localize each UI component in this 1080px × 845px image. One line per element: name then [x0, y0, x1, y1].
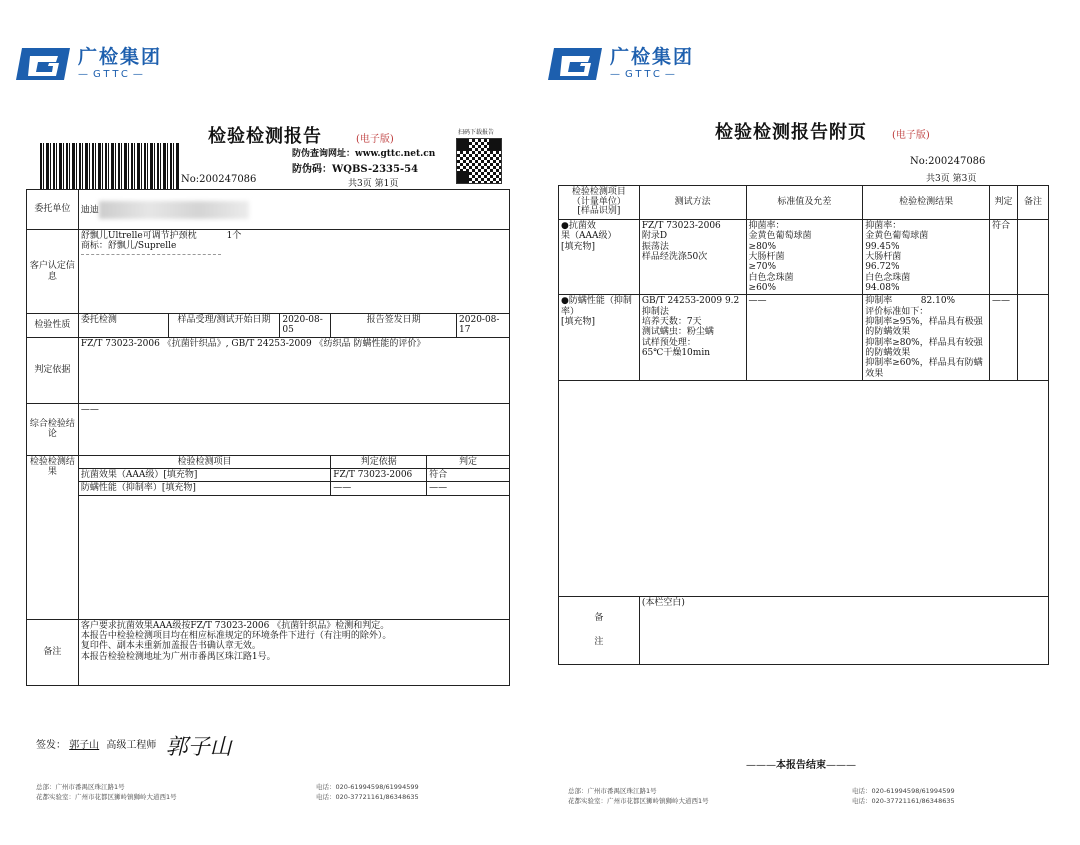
row-item: ●防螨性能（抑制 率） [填充物] [559, 295, 640, 381]
client-value: 迪迪 [80, 205, 99, 215]
header-result: 检验检测结果 [863, 186, 990, 220]
results-header-judge: 判定 [427, 455, 510, 468]
header-method: 测试方法 [639, 186, 746, 220]
edition-label: (电子版) [356, 134, 394, 145]
received-date-label: 样品受理/测试开始日期 [168, 314, 280, 338]
results-blank [78, 495, 509, 619]
remark-line: 本报告中检验检测项目均在相应标准规定的环境条件下进行（有注明的除外）。 [80, 631, 392, 642]
client-label: 委托单位 [27, 190, 79, 230]
footer-phone [316, 783, 419, 803]
header-judge: 判定 [990, 186, 1018, 220]
received-date-value: 2020-08-05 [280, 314, 331, 338]
footer-line: 电话：020-37721161/86348635 [316, 792, 419, 801]
sample-quantity: 1个 [226, 231, 242, 241]
report-title: 检验检测报告 [208, 126, 322, 147]
result-basis: FZ/T 73023-2006 [331, 469, 427, 482]
footer-address [568, 787, 709, 807]
brand-name-cn: 广检集团 [78, 46, 163, 68]
result-judge: 符合 [427, 469, 510, 482]
row-result: 抑制率 82.10% 评价标准如下： 抑制率≥95%，样品具有极强 的防螨效果 抑制率≥80%，样品具有较强 的防螨效果 抑制率≥60%，样品具有防螨 效果 [863, 295, 990, 381]
conclusion-value: —— [78, 403, 509, 455]
issued-date-value: 2020-08-17 [457, 314, 510, 338]
remark-label: 备 注 [559, 597, 640, 665]
page-info: 共3页 第1页 [348, 179, 399, 189]
footer-phone [852, 787, 955, 807]
page-info: 共3页 第3页 [926, 174, 977, 184]
brand-logo [14, 44, 162, 84]
table-row [559, 295, 1049, 381]
conclusion-label: 综合检验结论 [27, 403, 79, 455]
table-row [559, 220, 1049, 295]
results-label: 检验检测结果 [27, 455, 79, 619]
row-standard: 抑菌率： 金黄色葡萄球菌 ≥80% 大肠杆菌 ≥70% 白色念珠菌 ≥60% [746, 220, 863, 295]
gttc-logo-icon [546, 44, 604, 84]
result-judge: —— [427, 482, 510, 495]
barcode [40, 143, 180, 189]
result-item: 抗菌效果（AAA级）[填充物] [78, 469, 330, 482]
footer-line: 总部：广州市番禺区珠江路1号 [568, 787, 657, 795]
result-basis: —— [331, 482, 427, 495]
row-standard: —— [746, 295, 863, 381]
row-note [1018, 220, 1049, 295]
sample-name: 舒飘儿Ultrelle可调节护颈枕 [80, 231, 197, 241]
qr-code[interactable] [456, 138, 502, 184]
signature-block [36, 730, 232, 761]
row-note [1018, 295, 1049, 381]
report-number: No:200247086 [910, 156, 986, 167]
brand-logo [546, 44, 694, 84]
footer-line: 电话：020-61994598/61994599 [316, 783, 419, 791]
row-item: ●抗菌效 果（AAA级） [填充物] [559, 220, 640, 295]
sign-label: 签发： [36, 740, 66, 751]
row-method: FZ/T 73023-2006 附录D 振荡法 样品经洗涤50次 [639, 220, 746, 295]
handwritten-signature: 郭子山 [165, 735, 232, 760]
basis-value: FZ/T 73023-2006 《抗菌针织品》, GB/T 24253-2009 《纺织品 防螨性能的评价》 [78, 337, 509, 403]
remark-value: (本栏空白) [639, 597, 1048, 665]
footer-line: 电话：020-61994598/61994599 [852, 787, 955, 795]
signer-name: 郭子山 [69, 740, 100, 751]
edition-label: (电子版) [892, 130, 930, 141]
header-note: 备注 [1018, 186, 1049, 220]
report-main-table [26, 189, 510, 686]
row-result: 抑菌率： 金黄色葡萄球菌 99.45% 大肠杆菌 96.72% 白色念珠菌 94.08% [863, 220, 990, 295]
table-row [27, 482, 510, 495]
report-end-mark: ——— 本报告结束 ——— [746, 756, 856, 771]
signer-title: 高级工程师 [106, 740, 157, 751]
results-header-item: 检验检测项目 [78, 455, 330, 468]
appendix-blank [559, 381, 1049, 597]
header-standard: 标准值及允差 [746, 186, 863, 220]
anti-fake-code: 防伪码：WQBS-2335-54 [292, 164, 419, 175]
gttc-logo-icon [14, 44, 72, 84]
appendix-table [558, 185, 1049, 665]
results-header-basis: 判定依据 [331, 455, 427, 468]
sample-brand: 商标：舒飘儿/Suprelle [80, 241, 177, 252]
result-item: 防螨性能（抑制率）[填充物] [78, 482, 330, 495]
footer-line: 总部：广州市番禺区珠江路1号 [36, 783, 125, 791]
footer-line: 花都实验室：广州市花都区狮岭镇狮岭大道西1号 [36, 792, 177, 801]
nature-value: 委托检测 [78, 314, 168, 338]
remark-line: 本报告检验检测地址为广州市番禺区珠江路1号。 [80, 651, 276, 662]
report-number: No:200247086 [181, 174, 257, 185]
remark-line: 复印件、副本未重新加盖报告书确认章无效。 [80, 641, 261, 652]
remark-line: 客户要求抗菌效果AAA级按FZ/T 73023-2006 《抗菌针织品》检测和判定。 [80, 620, 390, 631]
basis-label: 判定依据 [27, 337, 79, 403]
redacted-client [99, 201, 249, 219]
brand-name-en: — GTTC — [78, 70, 162, 80]
header-item: 检验检测项目 （计量单位） [样品识别] [559, 186, 640, 220]
report-page-3 [540, 0, 1080, 845]
row-judge: —— [990, 295, 1018, 381]
anti-fake-site: 防伪查询网址：www.gttc.net.cn [292, 149, 436, 159]
scan-hint: 扫码下载报告 [458, 129, 495, 136]
appendix-title: 检验检测报告附页 [715, 122, 867, 143]
footer-line: 电话：020-37721161/86348635 [852, 796, 955, 805]
footer-address [36, 783, 177, 803]
table-row [27, 469, 510, 482]
nature-label: 检验性质 [27, 314, 79, 338]
row-judge: 符合 [990, 220, 1018, 295]
brand-name-cn: 广检集团 [610, 46, 695, 68]
row-method: GB/T 24253-2009 9.2 抑制法 培养天数：7天 测试螨虫：粉尘螨 试样预处理： 65℃干燥10min [639, 295, 746, 381]
brand-name-en: — GTTC — [610, 70, 694, 80]
issued-date-label: 报告签发日期 [331, 314, 457, 338]
sample-info-label: 客户认定信息 [27, 230, 79, 314]
footer-line: 花都实验室：广州市花都区狮岭镇狮岭大道西1号 [568, 796, 709, 805]
remark-label: 备注 [27, 619, 79, 685]
sample-divider [81, 254, 221, 255]
